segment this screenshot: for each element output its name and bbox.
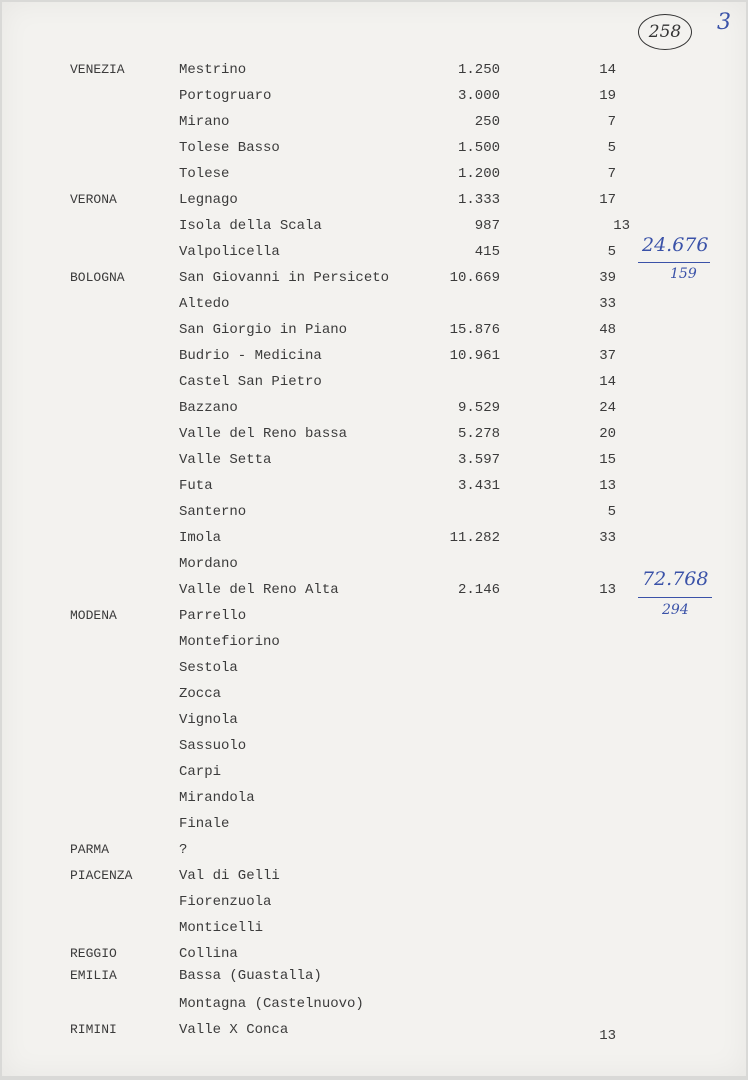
table-row [2, 708, 746, 732]
locality-name: Portogruaro [179, 88, 272, 104]
locality-name: Bassa (Guastalla) [179, 968, 322, 984]
number-value: 1.200 [457, 166, 500, 182]
table-row [2, 448, 746, 472]
province-label: BOLOGNA [70, 270, 125, 285]
locality-name: Mirano [179, 114, 230, 130]
table-row [2, 188, 746, 212]
locality-name: Zocca [179, 686, 222, 702]
table-row [2, 500, 746, 524]
count-value: 15 [599, 452, 616, 468]
table-row [2, 734, 746, 758]
table-row [2, 890, 746, 914]
locality-name: Finale [179, 816, 230, 832]
locality-name: Mestrino [179, 62, 247, 78]
locality-name: Monticelli [179, 920, 264, 936]
locality-name: Imola [179, 530, 222, 546]
table-row [2, 786, 746, 810]
table-row [2, 370, 746, 394]
number-value: 1.333 [457, 192, 500, 208]
locality-name: Mirandola [179, 790, 255, 806]
table-row [2, 578, 746, 602]
province-label: RIMINI [70, 1022, 117, 1037]
table-row [2, 422, 746, 446]
table-row [2, 812, 746, 836]
table-row [2, 916, 746, 940]
locality-name: Castel San Pietro [179, 374, 322, 390]
table-row [2, 240, 746, 264]
count-value: 24 [599, 400, 616, 416]
number-value: 3.597 [457, 452, 500, 468]
count-value: 7 [607, 166, 616, 182]
table-row [2, 266, 746, 290]
table-row [2, 682, 746, 706]
count-value: 20 [599, 426, 616, 442]
province-label: VENEZIA [70, 62, 125, 77]
table-row [2, 1018, 746, 1042]
table-row [2, 864, 746, 888]
table-row [2, 526, 746, 550]
count-value: 7 [607, 114, 616, 130]
table-row [2, 942, 746, 966]
table-row [2, 604, 746, 628]
locality-name: Montagna (Castelnuovo) [179, 996, 364, 1012]
count-value: 33 [599, 296, 616, 312]
table-row [2, 214, 746, 238]
locality-name: Fiorenzuola [179, 894, 272, 910]
count-value: 17 [599, 192, 616, 208]
locality-name: Collina [179, 946, 238, 962]
locality-name: Altedo [179, 296, 230, 312]
table-row [2, 136, 746, 160]
number-value: 15.876 [449, 322, 500, 338]
locality-name: Valle Setta [179, 452, 272, 468]
number-value: 10.961 [449, 348, 500, 364]
number-value: 1.250 [457, 62, 500, 78]
count-value: 48 [599, 322, 616, 338]
province-label: REGGIO [70, 946, 117, 961]
subtotal-1-count: 159 [670, 266, 697, 282]
number-value: 3.431 [457, 478, 500, 494]
number-value: 3.000 [457, 88, 500, 104]
subtotal-1-total: 24.676 [642, 234, 709, 256]
table-row [2, 58, 746, 82]
locality-name: Tolese [179, 166, 230, 182]
table-row [2, 292, 746, 316]
table-row [2, 162, 746, 186]
number-value: 1.500 [457, 140, 500, 156]
sheet-number: 3 [717, 10, 731, 35]
count-value: 13 [599, 582, 616, 598]
table-row [2, 396, 746, 420]
table-row [2, 318, 746, 342]
province-label: MODENA [70, 608, 117, 623]
province-label: EMILIA [70, 968, 117, 983]
locality-name: Vignola [179, 712, 238, 728]
number-value: 2.146 [457, 582, 500, 598]
document-page [2, 2, 746, 1076]
count-value: 13 [599, 478, 616, 494]
locality-name: Sestola [179, 660, 238, 676]
locality-name: Futa [179, 478, 213, 494]
locality-name: Val di Gelli [179, 868, 280, 884]
number-value: 11.282 [449, 530, 500, 546]
count-value: 5 [607, 504, 616, 520]
count-value: 5 [607, 140, 616, 156]
locality-name: San Giorgio in Piano [179, 322, 348, 338]
table-row [2, 84, 746, 108]
locality-name: Legnago [179, 192, 238, 208]
subtotal-2-total: 72.768 [642, 568, 709, 590]
locality-name: Santerno [179, 504, 247, 520]
locality-name: Carpi [179, 764, 222, 780]
locality-name: Sassuolo [179, 738, 247, 754]
count-value: 14 [599, 374, 616, 390]
count-value: 14 [599, 62, 616, 78]
locality-name: Isola della Scala [179, 218, 322, 234]
table-row [2, 474, 746, 498]
count-value: 13 [599, 1028, 616, 1044]
number-value: 10.669 [449, 270, 500, 286]
number-value: 415 [474, 244, 500, 260]
table-row [2, 344, 746, 368]
locality-name: Mordano [179, 556, 238, 572]
table-row [2, 760, 746, 784]
count-value: 5 [607, 244, 616, 260]
count-value: 39 [599, 270, 616, 286]
locality-name: Valle del Reno bassa [179, 426, 348, 442]
table-row [2, 630, 746, 654]
locality-name: San Giovanni in Persiceto [179, 270, 390, 286]
count-value: 13 [613, 218, 630, 234]
locality-name: ? [179, 842, 188, 858]
locality-name: Bazzano [179, 400, 238, 416]
locality-name: Valpolicella [179, 244, 280, 260]
table-row [2, 992, 746, 1016]
locality-name: Tolese Basso [179, 140, 280, 156]
table-row [2, 110, 746, 134]
number-value: 9.529 [457, 400, 500, 416]
table-row [2, 838, 746, 862]
table-row [2, 656, 746, 680]
province-label: VERONA [70, 192, 117, 207]
locality-name: Valle X Conca [179, 1022, 289, 1038]
province-label: PIACENZA [70, 868, 133, 883]
number-value: 250 [474, 114, 500, 130]
locality-name: Budrio - Medicina [179, 348, 322, 364]
count-value: 19 [599, 88, 616, 104]
count-value: 37 [599, 348, 616, 364]
province-label: PARMA [70, 842, 110, 857]
locality-name: Valle del Reno Alta [179, 582, 339, 598]
count-value: 33 [599, 530, 616, 546]
page-number-stamp: 258 [638, 14, 692, 50]
table-row [2, 964, 746, 988]
locality-name: Montefiorino [179, 634, 280, 650]
table-row [2, 552, 746, 576]
subtotal-2-count: 294 [662, 602, 689, 618]
locality-name: Parrello [179, 608, 247, 624]
number-value: 987 [474, 218, 500, 234]
number-value: 5.278 [457, 426, 500, 442]
